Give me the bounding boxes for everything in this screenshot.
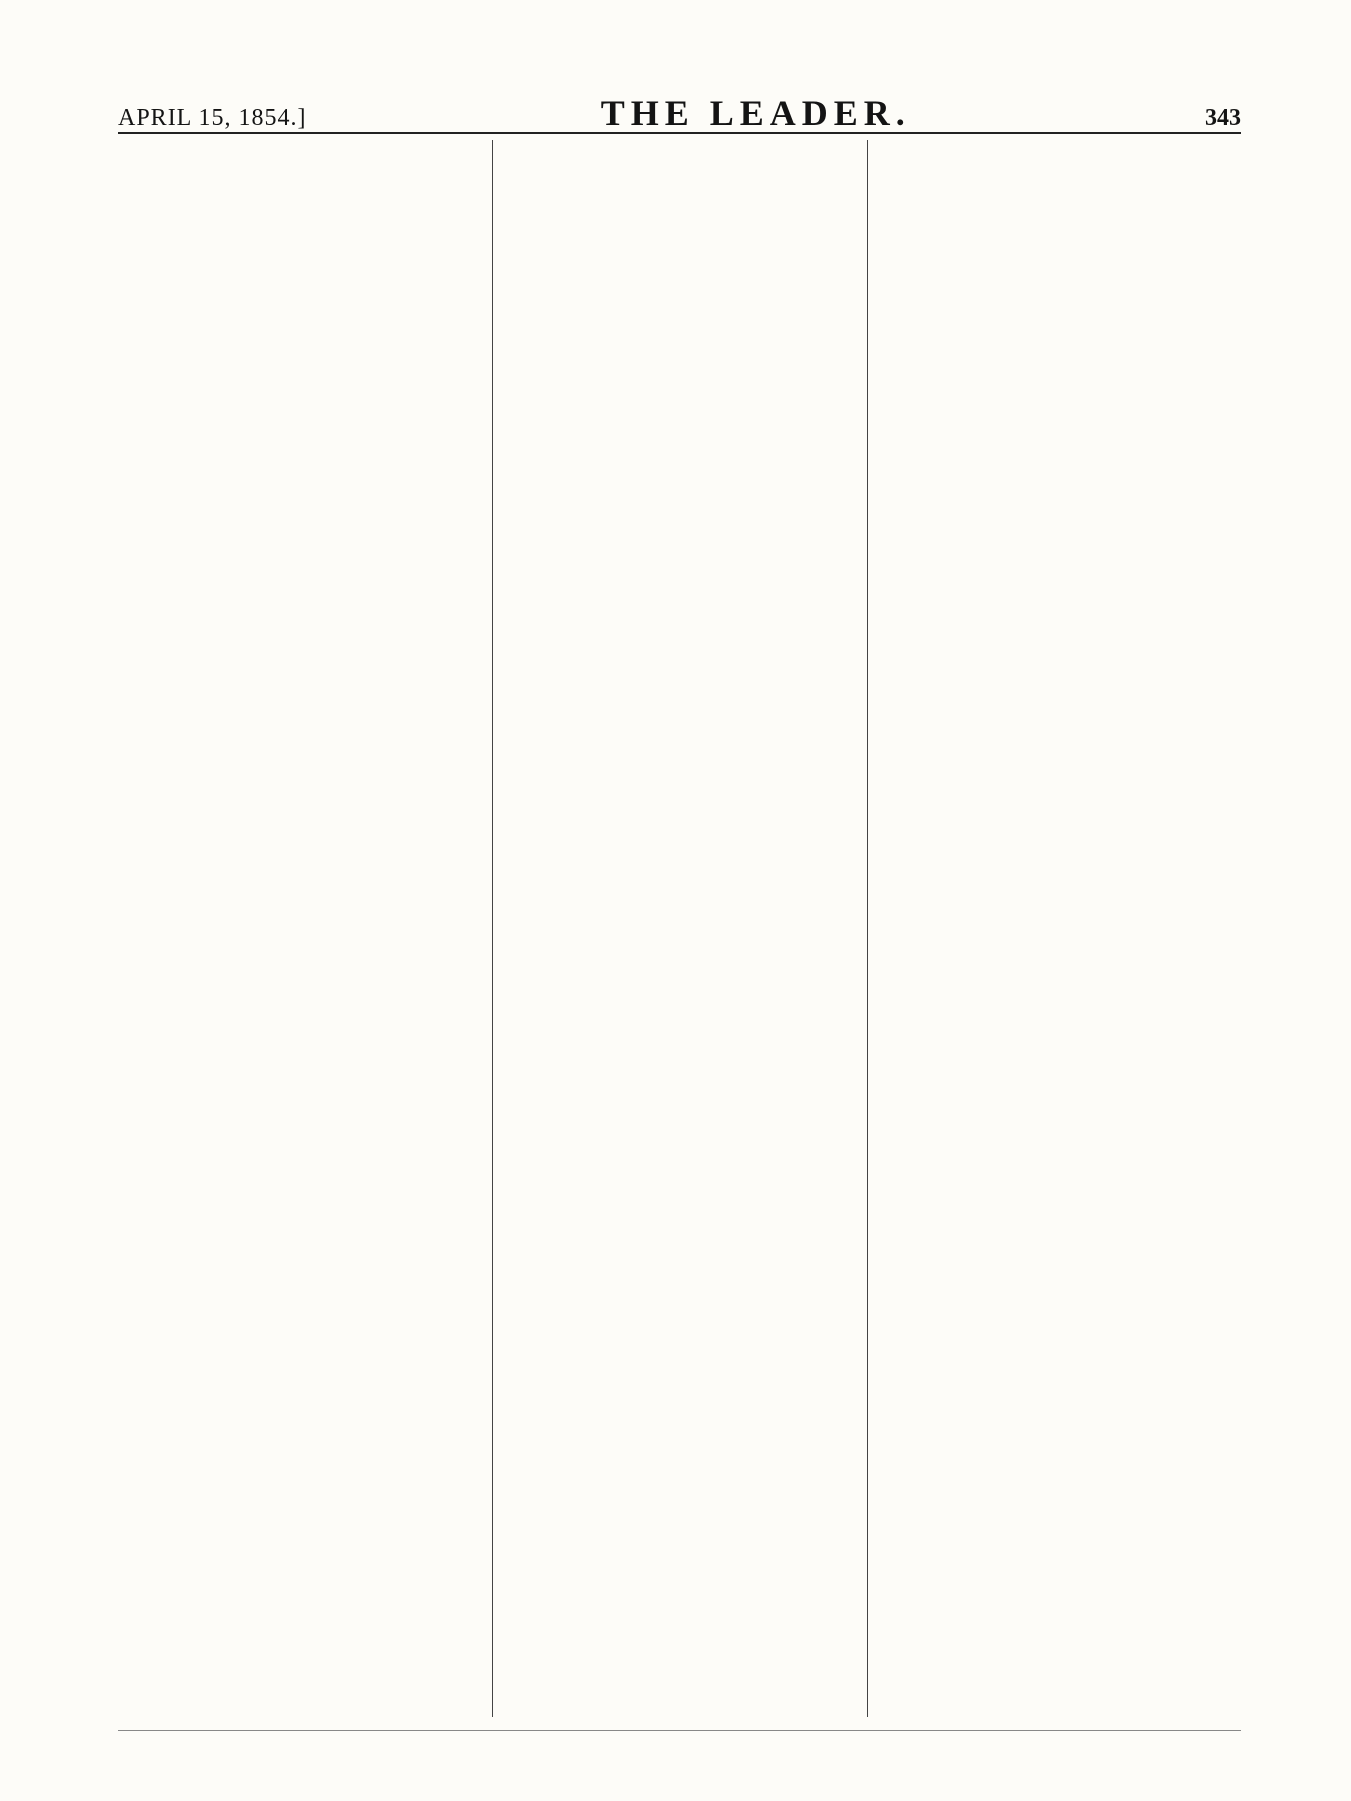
column-right bbox=[867, 140, 1241, 1717]
masthead-title: THE LEADER. bbox=[600, 93, 911, 133]
running-header bbox=[118, 92, 1241, 132]
footer-rule bbox=[118, 1730, 1241, 1731]
column-left bbox=[118, 140, 492, 1717]
text-columns bbox=[118, 140, 1241, 1717]
issue-date: APRIL 15, 1854.] bbox=[118, 105, 307, 131]
column-middle bbox=[492, 140, 866, 1717]
page-number: 343 bbox=[1204, 105, 1241, 131]
header-rule bbox=[118, 132, 1241, 134]
